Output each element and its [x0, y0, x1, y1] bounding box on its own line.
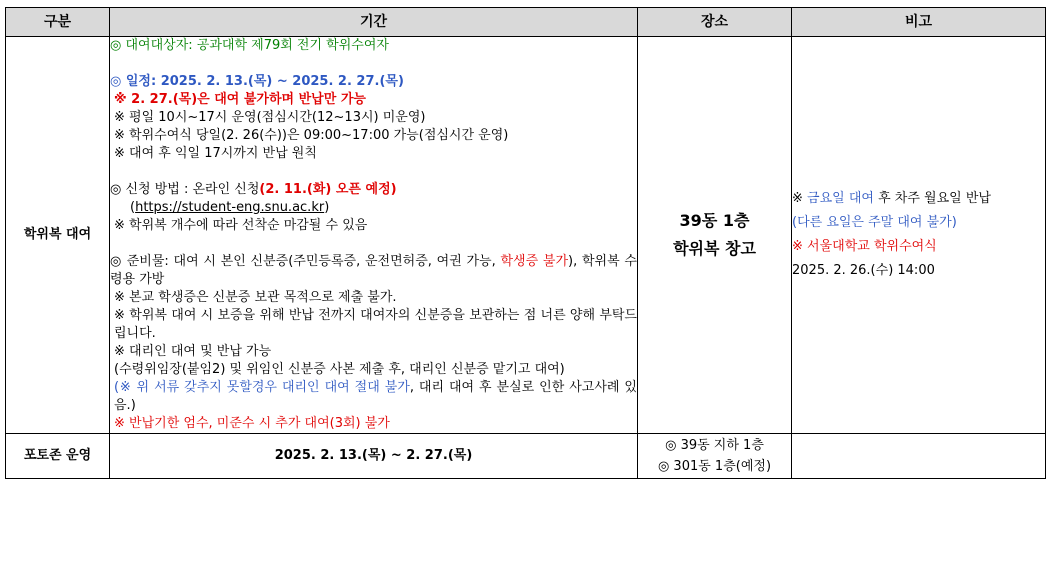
prep-text-end: ), 학위복 수령용 가방	[110, 254, 637, 287]
rental-target: ◎ 대여대상자: 공과대학 제79회 전기 학위수여자	[110, 38, 389, 53]
apply-method	[110, 181, 637, 199]
apply-method-label: ◎ 신청 방법 : 온라인 신청	[110, 182, 260, 197]
proxy-warning-rest: , 대리 대여 후 분실로 인한 사고사례 있음.)	[114, 380, 637, 413]
gown-rental-row	[6, 37, 1046, 434]
other-days-note: (다른 요일은 주말 대여 불가)	[792, 215, 957, 230]
header-period: 기간	[110, 8, 638, 37]
gown-rental-period	[110, 37, 638, 434]
apply-url-link[interactable]: https://student-eng.snu.ac.kr	[135, 200, 325, 215]
first-come-notice: ※ 학위복 개수에 따라 선착순 마감될 수 있음	[114, 218, 368, 233]
rental-schedule-table	[5, 7, 1046, 479]
friday-rental-rest: 후 차주 월요일 반납	[873, 191, 991, 206]
apply-url-line	[110, 199, 637, 217]
penalty-notice: ※ 반납기한 엄수, 미준수 시 추가 대여(3회) 불가	[114, 416, 390, 431]
ceremony-note: ※ 서울대학교 학위수여식	[792, 239, 937, 254]
photozone-category: 포토존 운영	[6, 434, 110, 479]
proxy-allowed: ※ 대리인 대여 및 반납 가능	[114, 344, 272, 359]
friday-mark: ※	[792, 191, 808, 206]
photozone-period: 2025. 2. 13.(목) ~ 2. 27.(목)	[110, 434, 638, 479]
rental-schedule: ◎ 일정: 2025. 2. 13.(목) ~ 2025. 2. 27.(목)	[110, 74, 404, 89]
return-rule: ※ 대여 후 익일 17시까지 반납 원칙	[114, 146, 317, 161]
photozone-place	[638, 434, 792, 479]
place-building: 39동 1층	[679, 211, 750, 230]
header-place: 장소	[638, 8, 792, 37]
photozone-row	[6, 434, 1046, 479]
return-only-notice: ※ 2. 27.(목)은 대여 불가하며 반납만 가능	[114, 92, 366, 107]
proxy-warning	[110, 379, 637, 415]
prep-student-card-excluded: 학생증 불가	[500, 254, 569, 269]
proxy-warning-blue: (※ 위 서류 갖추지 못할경우 대리인 대여 절대 불가	[114, 380, 410, 395]
gown-rental-notes	[792, 37, 1046, 434]
apply-open-date: (2. 11.(화) 오픈 예정)	[259, 182, 397, 197]
place-room: 학위복 창고	[673, 239, 756, 258]
friday-rental-note	[792, 187, 1045, 211]
gown-rental-category: 학위복 대여	[6, 37, 110, 434]
url-close-paren: )	[324, 200, 330, 215]
weekday-hours: ※ 평일 10시~17시 운영(점심시간(12~13시) 미운영)	[114, 110, 426, 125]
ceremony-day-hours: ※ 학위수여식 당일(2. 26(수))은 09:00~17:00 가능(점심시간 운영)	[114, 128, 509, 143]
gown-rental-place	[638, 37, 792, 434]
header-row	[6, 8, 1046, 37]
ceremony-time: 2025. 2. 26.(수) 14:00	[792, 263, 935, 278]
header-category: 구분	[6, 8, 110, 37]
photozone-notes	[792, 434, 1046, 479]
proxy-detail: (수령위임장(붙임2) 및 위임인 신분증 사본 제출 후, 대리인 신분증 맡기고 대여)	[114, 362, 565, 377]
prep-text: ◎ 준비물: 대여 시 본인 신분증(주민등록증, 운전면허증, 여권 가능,	[110, 254, 501, 269]
photozone-place-2: ◎ 301동 1층(예정)	[657, 459, 772, 474]
id-keep-notice: ※ 학위복 대여 시 보증을 위해 반납 전까지 대여자의 신분증을 보관하는 점 너른 양해 부탁드립니다.	[114, 308, 637, 341]
student-card-notice: ※ 본교 학생증은 신분증 보관 목적으로 제출 불가.	[114, 290, 397, 305]
header-notes: 비고	[792, 8, 1046, 37]
friday-rental-highlight: 금요일 대여	[807, 191, 874, 206]
url-open-paren: (	[130, 200, 136, 215]
photozone-place-1: ◎ 39동 지하 1층	[665, 438, 764, 453]
preparation-items	[110, 253, 637, 289]
